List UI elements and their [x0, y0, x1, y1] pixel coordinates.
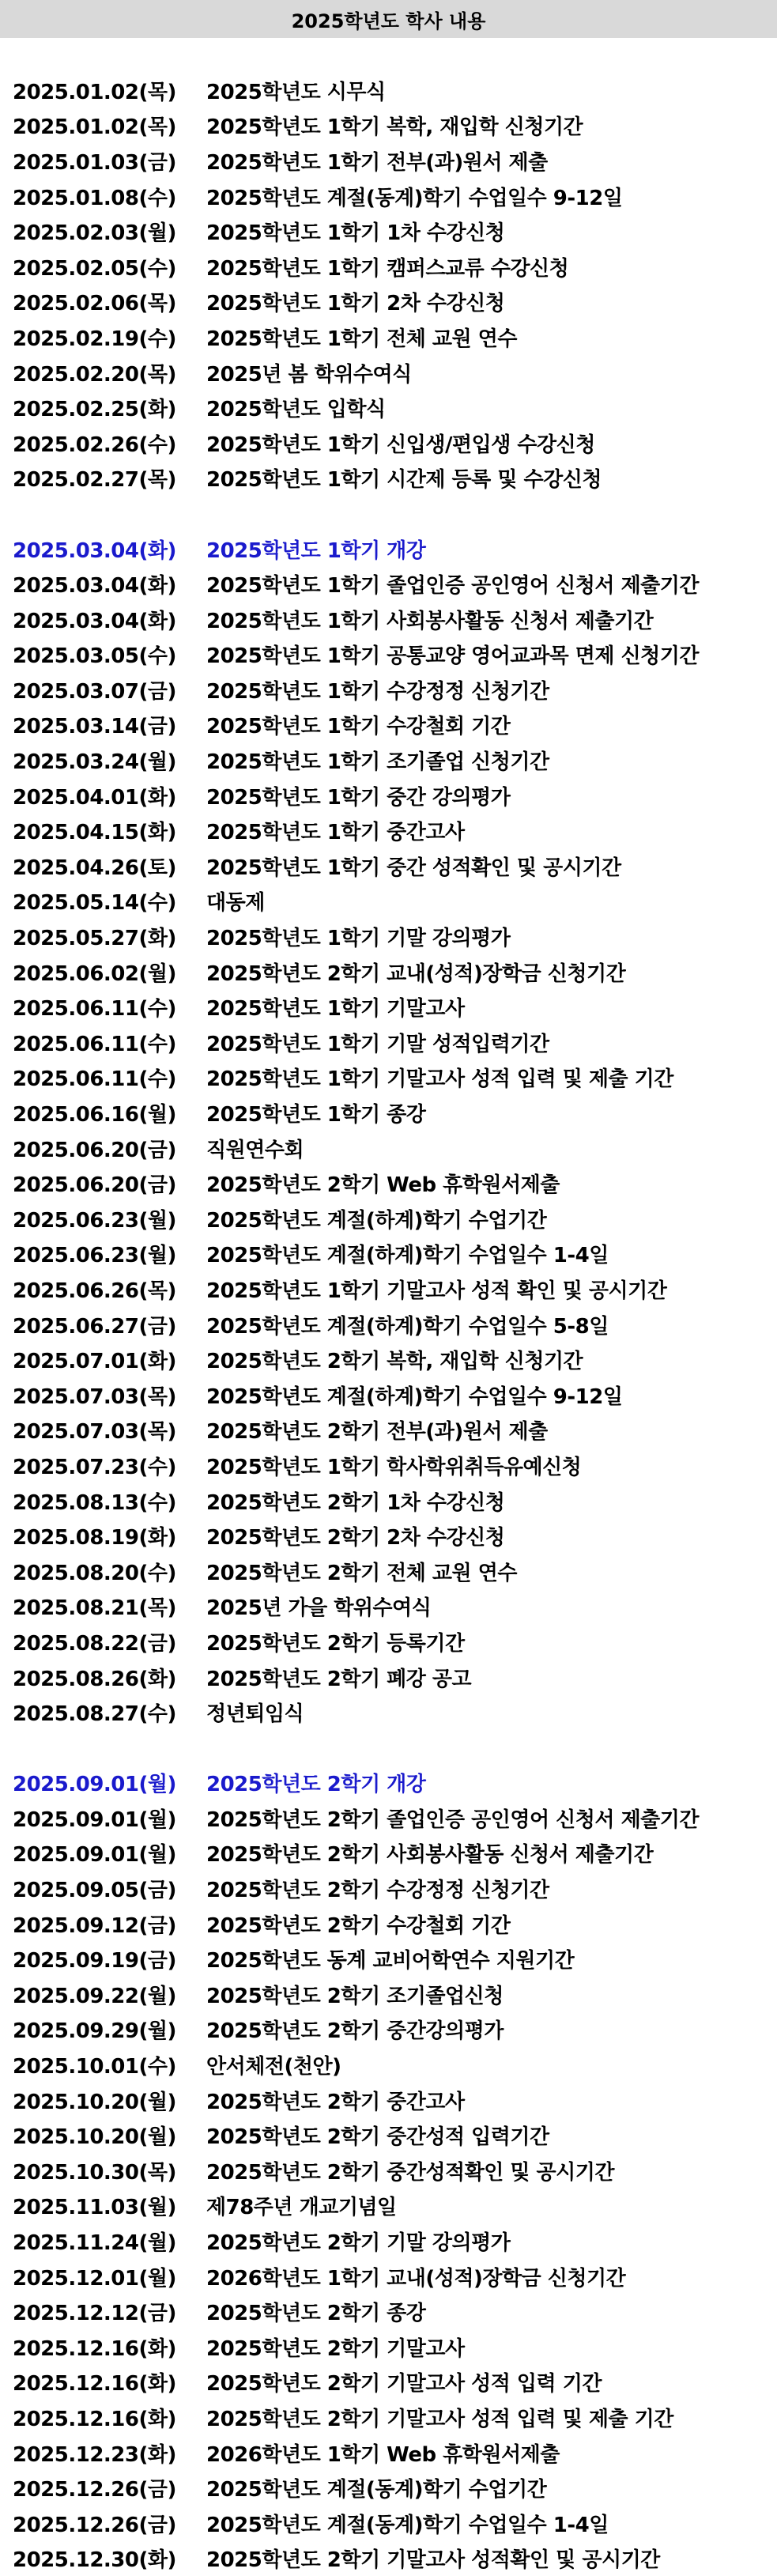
event-date: 2025.12.16(화): [13, 2332, 206, 2362]
event-description: 2025학년도 2학기 중간고사: [206, 2086, 771, 2115]
semester-start-row: [13, 531, 771, 567]
event-description: 2025학년도 계절(동계)학기 수업일수 1-4일: [206, 2509, 771, 2538]
event-description: 2025학년도 1학기 전체 교원 연수: [206, 323, 771, 352]
schedule-row: [13, 884, 771, 920]
event-date: 2025.09.22(월): [13, 1980, 206, 2009]
event-description: 2025학년도 2학기 조기졸업신청: [206, 1980, 771, 2009]
event-description: 2025학년도 1학기 기말고사: [206, 992, 771, 1022]
schedule-row: [13, 213, 771, 249]
schedule-row: [13, 1377, 771, 1413]
event-description: 2025학년도 계절(하계)학기 수업일수 5-8일: [206, 1310, 771, 1339]
event-description: 2025학년도 2학기 폐강 공고: [206, 1663, 771, 1692]
event-date: 2025.05.14(수): [13, 886, 206, 916]
event-description: 2025학년도 1학기 전부(과)원서 제출: [206, 146, 771, 176]
schedule-row: [13, 461, 771, 497]
schedule-row: [13, 179, 771, 214]
schedule-row: [13, 708, 771, 743]
event-description: 2025학년도 1학기 개강: [206, 534, 771, 564]
schedule-row: [13, 425, 771, 461]
event-description: 제78주년 개교기념일: [206, 2191, 771, 2220]
event-date: 2025.06.20(금): [13, 1169, 206, 1198]
event-date: 2025.11.24(월): [13, 2227, 206, 2256]
schedule-row: [13, 813, 771, 848]
event-date: 2025.09.01(월): [13, 1838, 206, 1868]
event-description: 2025학년도 2학기 복학, 재입학 신청기간: [206, 1345, 771, 1374]
event-date: 2025.02.27(목): [13, 463, 206, 493]
event-date: 2025.10.20(월): [13, 2086, 206, 2115]
event-description: 2025학년도 1학기 공통교양 영어교과목 면제 신청기간: [206, 640, 771, 669]
event-date: 2025.03.04(화): [13, 605, 206, 634]
event-date: 2025.04.01(화): [13, 781, 206, 810]
event-description: 2025학년도 1학기 기말고사 성적 확인 및 공시기간: [206, 1275, 771, 1304]
event-description: 2025학년도 2학기 기말 강의평가: [206, 2227, 771, 2256]
event-date: 2025.08.27(수): [13, 1698, 206, 1727]
event-description: 2025학년도 1학기 중간 강의평가: [206, 781, 771, 810]
event-description: 2025학년도 1학기 학사학위취득유예신청: [206, 1451, 771, 1480]
event-date: 2025.07.23(수): [13, 1451, 206, 1480]
schedule-row: [13, 1025, 771, 1060]
schedule-row: [13, 1906, 771, 1942]
event-date: 2025.06.23(월): [13, 1239, 206, 1268]
schedule-row: [13, 1448, 771, 1483]
event-description: 2025학년도 2학기 기말고사 성적 입력 및 제출 기간: [206, 2403, 771, 2432]
event-description: 2025학년도 1학기 신입생/편입생 수강신청: [206, 429, 771, 458]
event-date: 2025.12.26(금): [13, 2473, 206, 2502]
event-date: 2025.09.12(금): [13, 1909, 206, 1939]
event-description: 2025학년도 계절(하계)학기 수업일수 1-4일: [206, 1239, 771, 1268]
schedule-row: [13, 1060, 771, 1096]
event-description: 정년퇴임식: [206, 1698, 771, 1727]
schedule-section: [13, 531, 771, 1730]
schedule-row: [13, 2329, 771, 2365]
schedule-row: [13, 1271, 771, 1307]
schedule-row: [13, 1871, 771, 1906]
schedule-row: [13, 249, 771, 285]
schedule-row: [13, 285, 771, 320]
schedule-row: [13, 73, 771, 108]
event-date: 2025.06.26(목): [13, 1275, 206, 1304]
event-description: 2025학년도 계절(하계)학기 수업기간: [206, 1204, 771, 1233]
schedule-row: [13, 2259, 771, 2295]
event-date: 2025.10.20(월): [13, 2121, 206, 2150]
event-date: 2025.05.27(화): [13, 922, 206, 951]
event-date: 2025.08.26(화): [13, 1663, 206, 1692]
schedule-row: [13, 1800, 771, 1836]
schedule-row: [13, 1095, 771, 1131]
schedule-row: [13, 2400, 771, 2435]
schedule-row: [13, 1941, 771, 1977]
schedule-row: [13, 1342, 771, 1377]
event-description: 대동제: [206, 886, 771, 916]
event-description: 2025학년도 시무식: [206, 76, 771, 105]
schedule-row: [13, 1413, 771, 1449]
schedule-row: [13, 2470, 771, 2506]
event-date: 2025.12.30(화): [13, 2544, 206, 2573]
event-description: 2025학년도 1학기 졸업인증 공인영어 신청서 제출기간: [206, 569, 771, 599]
event-date: 2025.06.23(월): [13, 1204, 206, 1233]
schedule-row: [13, 108, 771, 144]
event-date: 2025.01.02(목): [13, 76, 206, 105]
schedule-section: [13, 1766, 771, 2576]
event-date: 2025.07.03(목): [13, 1415, 206, 1445]
event-description: 2025학년도 2학기 중간성적 입력기간: [206, 2121, 771, 2150]
event-description: 2025학년도 1학기 기말 성적입력기간: [206, 1028, 771, 1057]
event-description: 2025학년도 1학기 종강: [206, 1098, 771, 1127]
schedule-row: [13, 1624, 771, 1660]
event-description: 2025학년도 1학기 조기졸업 신청기간: [206, 746, 771, 775]
schedule-row: [13, 566, 771, 602]
event-description: 2025학년도 2학기 기말고사: [206, 2332, 771, 2362]
event-description: 직원연수회: [206, 1134, 771, 1163]
schedule-row: [13, 919, 771, 954]
event-description: 2025학년도 2학기 중간강의평가: [206, 2015, 771, 2044]
event-date: 2025.08.13(수): [13, 1486, 206, 1516]
event-date: 2025.12.01(월): [13, 2262, 206, 2291]
event-date: 2025.06.11(수): [13, 992, 206, 1022]
event-date: 2025.08.22(금): [13, 1627, 206, 1656]
event-description: 2025학년도 2학기 교내(성적)장학금 신청기간: [206, 958, 771, 987]
event-description: 2025학년도 2학기 기말고사 성적 입력 기간: [206, 2367, 771, 2397]
schedule-row: [13, 2294, 771, 2329]
event-date: 2025.12.16(화): [13, 2367, 206, 2397]
section-gap: [13, 1730, 771, 1766]
event-date: 2025.12.16(화): [13, 2403, 206, 2432]
event-date: 2025.08.21(목): [13, 1592, 206, 1621]
semester-start-row: [13, 1766, 771, 1801]
schedule-row: [13, 2189, 771, 2224]
event-date: 2025.02.20(목): [13, 358, 206, 387]
event-description: 2025학년도 2학기 사회봉사활동 신청서 제출기간: [206, 1838, 771, 1868]
event-date: 2025.02.03(월): [13, 217, 206, 246]
event-description: 2025학년도 계절(동계)학기 수업기간: [206, 2473, 771, 2502]
schedule-row: [13, 1483, 771, 1519]
schedule-row: [13, 989, 771, 1025]
schedule-row: [13, 319, 771, 355]
event-date: 2025.02.26(수): [13, 429, 206, 458]
event-description: 2025학년도 계절(하계)학기 수업일수 9-12일: [206, 1381, 771, 1410]
event-description: 2025학년도 2학기 전체 교원 연수: [206, 1557, 771, 1586]
event-date: 2025.03.04(화): [13, 569, 206, 599]
schedule-row: [13, 848, 771, 884]
event-date: 2025.08.19(화): [13, 1521, 206, 1551]
event-date: 2025.02.06(목): [13, 287, 206, 316]
event-date: 2025.06.16(월): [13, 1098, 206, 1127]
event-description: 2025학년도 1학기 수강철회 기간: [206, 710, 771, 739]
event-date: 2025.03.14(금): [13, 710, 206, 739]
event-description: 2025학년도 동계 교비어학연수 지원기간: [206, 1944, 771, 1974]
event-date: 2025.07.03(목): [13, 1381, 206, 1410]
section-gap: [13, 496, 771, 531]
event-description: 2025년 가을 학위수여식: [206, 1592, 771, 1621]
schedule-row: [13, 1660, 771, 1695]
event-date: 2025.06.11(수): [13, 1028, 206, 1057]
event-date: 2025.01.02(목): [13, 111, 206, 140]
event-description: 2025학년도 2학기 중간성적확인 및 공시기간: [206, 2156, 771, 2185]
academic-schedule: [13, 73, 771, 2576]
event-date: 2025.09.05(금): [13, 1874, 206, 1903]
event-description: 2025학년도 2학기 전부(과)원서 제출: [206, 1415, 771, 1445]
schedule-row: [13, 1977, 771, 2012]
schedule-row: [13, 2365, 771, 2400]
event-description: 2025학년도 2학기 졸업인증 공인영어 신청서 제출기간: [206, 1804, 771, 1833]
event-date: 2025.10.30(목): [13, 2156, 206, 2185]
schedule-row: [13, 2435, 771, 2471]
event-date: 2025.10.01(수): [13, 2050, 206, 2079]
event-date: 2025.02.25(화): [13, 393, 206, 422]
event-date: 2025.06.11(수): [13, 1063, 206, 1092]
event-description: 2025학년도 2학기 등록기간: [206, 1627, 771, 1656]
event-description: 2025학년도 입학식: [206, 393, 771, 422]
schedule-row: [13, 2506, 771, 2541]
event-date: 2025.03.07(금): [13, 675, 206, 704]
event-description: 2025학년도 2학기 개강: [206, 1768, 771, 1797]
event-date: 2025.08.20(수): [13, 1557, 206, 1586]
schedule-row: [13, 2083, 771, 2118]
event-description: 2025학년도 1학기 기말 강의평가: [206, 922, 771, 951]
schedule-row: [13, 2541, 771, 2576]
event-description: 2025학년도 2학기 수강정정 신청기간: [206, 1874, 771, 1903]
event-description: 2025학년도 1학기 중간고사: [206, 816, 771, 845]
event-description: 2025학년도 1학기 중간 성적확인 및 공시기간: [206, 852, 771, 881]
event-description: 2025학년도 2학기 기말고사 성적확인 및 공시기간: [206, 2544, 771, 2573]
event-description: 2025학년도 2학기 Web 휴학원서제출: [206, 1169, 771, 1198]
schedule-row: [13, 2012, 771, 2048]
event-date: 2025.04.26(토): [13, 852, 206, 881]
event-date: 2025.09.29(월): [13, 2015, 206, 2044]
schedule-row: [13, 1131, 771, 1166]
event-description: 2025학년도 계절(동계)학기 수업일수 9-12일: [206, 182, 771, 211]
schedule-row: [13, 1589, 771, 1625]
event-description: 2025학년도 2학기 1차 수강신청: [206, 1486, 771, 1516]
event-description: 안서체전(천안): [206, 2050, 771, 2079]
schedule-section: [13, 73, 771, 496]
event-date: 2025.02.05(수): [13, 252, 206, 281]
event-date: 2025.06.02(월): [13, 958, 206, 987]
schedule-row: [13, 390, 771, 425]
event-description: 2025년 봄 학위수여식: [206, 358, 771, 387]
schedule-row: [13, 2153, 771, 2189]
event-description: 2025학년도 1학기 시간제 등록 및 수강신청: [206, 463, 771, 493]
schedule-row: [13, 2117, 771, 2153]
schedule-row: [13, 1307, 771, 1343]
event-date: 2025.06.27(금): [13, 1310, 206, 1339]
event-date: 2025.03.05(수): [13, 640, 206, 669]
schedule-row: [13, 1165, 771, 1201]
event-date: 2025.01.03(금): [13, 146, 206, 176]
event-date: 2025.12.23(화): [13, 2438, 206, 2468]
schedule-row: [13, 637, 771, 673]
event-date: 2025.09.19(금): [13, 1944, 206, 1974]
event-description: 2025학년도 1학기 복학, 재입학 신청기간: [206, 111, 771, 140]
event-description: 2026학년도 1학기 교내(성적)장학금 신청기간: [206, 2262, 771, 2291]
event-date: 2025.11.03(월): [13, 2191, 206, 2220]
event-description: 2025학년도 1학기 캠퍼스교류 수강신청: [206, 252, 771, 281]
event-date: 2025.01.08(수): [13, 182, 206, 211]
schedule-row: [13, 1237, 771, 1272]
event-date: 2025.03.04(화): [13, 534, 206, 564]
schedule-row: [13, 1518, 771, 1554]
schedule-row: [13, 2223, 771, 2259]
event-date: 2025.12.12(금): [13, 2297, 206, 2326]
schedule-row: [13, 672, 771, 708]
schedule-row: [13, 2047, 771, 2083]
page-title-bar: [0, 0, 777, 38]
event-description: 2025학년도 1학기 기말고사 성적 입력 및 제출 기간: [206, 1063, 771, 1092]
event-description: 2025학년도 1학기 수강정정 신청기간: [206, 675, 771, 704]
event-date: 2025.07.01(화): [13, 1345, 206, 1374]
event-description: 2025학년도 1학기 1차 수강신청: [206, 217, 771, 246]
event-date: 2025.03.24(월): [13, 746, 206, 775]
event-date: 2025.12.26(금): [13, 2509, 206, 2538]
event-description: 2025학년도 2학기 2차 수강신청: [206, 1521, 771, 1551]
schedule-row: [13, 1836, 771, 1872]
event-description: 2025학년도 2학기 수강철회 기간: [206, 1909, 771, 1939]
schedule-row: [13, 602, 771, 637]
schedule-row: [13, 143, 771, 179]
event-date: 2025.04.15(화): [13, 816, 206, 845]
schedule-row: [13, 742, 771, 778]
event-date: 2025.02.19(수): [13, 323, 206, 352]
event-date: 2025.09.01(월): [13, 1804, 206, 1833]
page-title: 2025학년도 학사 내용: [292, 6, 486, 33]
schedule-row: [13, 1201, 771, 1237]
event-description: 2025학년도 2학기 종강: [206, 2297, 771, 2326]
event-description: 2025학년도 1학기 사회봉사활동 신청서 제출기간: [206, 605, 771, 634]
event-description: 2026학년도 1학기 Web 휴학원서제출: [206, 2438, 771, 2468]
schedule-row: [13, 1554, 771, 1589]
event-description: 2025학년도 1학기 2차 수강신청: [206, 287, 771, 316]
event-date: 2025.09.01(월): [13, 1768, 206, 1797]
schedule-row: [13, 778, 771, 814]
event-date: 2025.06.20(금): [13, 1134, 206, 1163]
schedule-row: [13, 954, 771, 990]
schedule-row: [13, 1694, 771, 1730]
schedule-row: [13, 355, 771, 391]
